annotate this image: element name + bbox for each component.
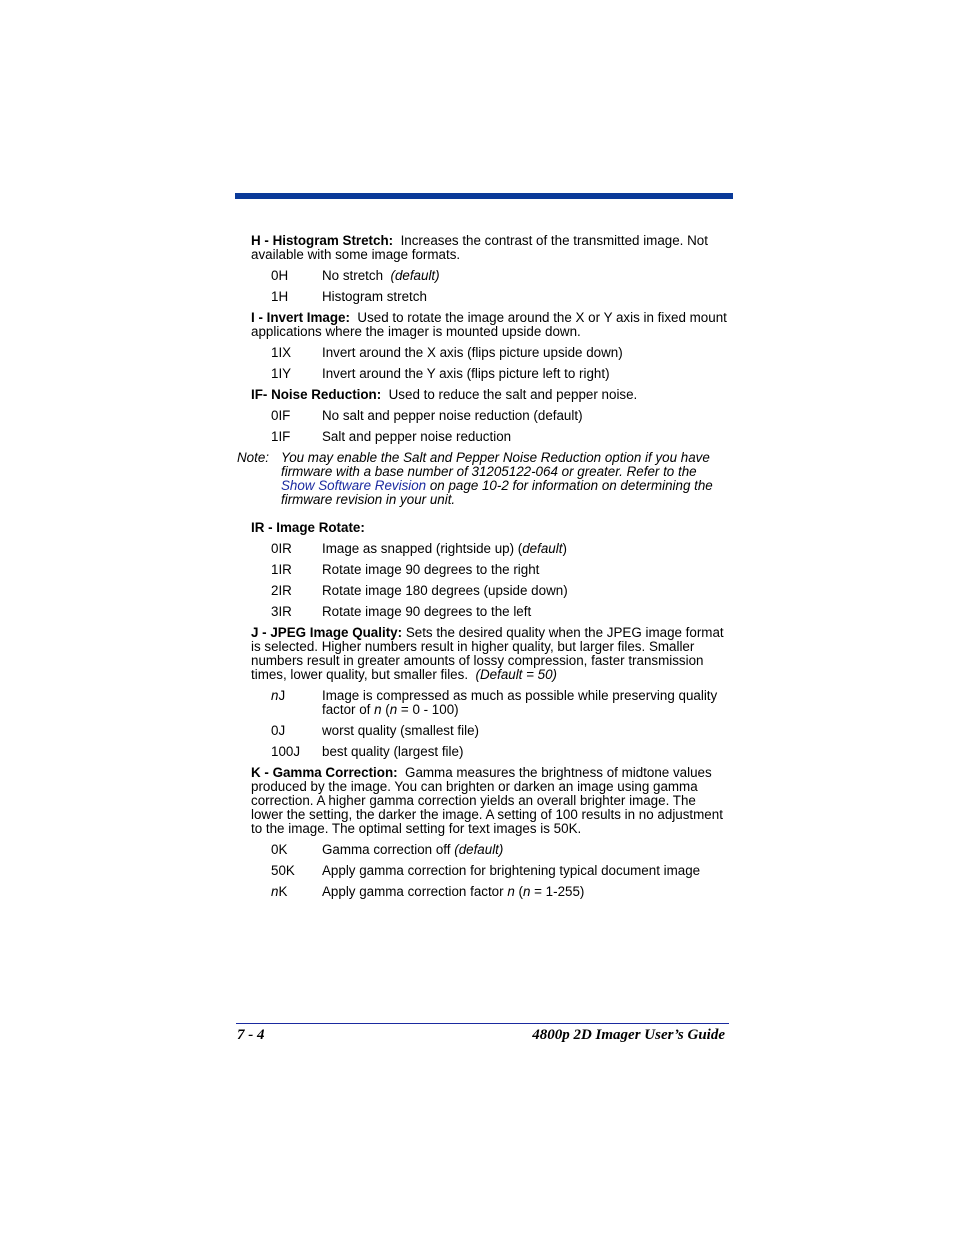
image-rotate-title: IR - Image Rotate: <box>251 520 365 535</box>
option-row <box>271 745 731 759</box>
option-code: 0IF <box>271 408 291 423</box>
option-desc: Salt and pepper noise reduction <box>322 429 512 444</box>
option-desc-text: ( <box>514 884 523 899</box>
option-desc-text: No stretch <box>322 268 384 283</box>
option-code: 100J <box>271 744 301 759</box>
jpeg-quality-text: Sets the desired quality when the JPEG image format is selected. Higher numbers result in higher quality, but larger files. Smaller numbers result in greater amounts of lossy compression, faster transmission times, lower quality, but smaller files. <box>251 625 724 682</box>
option-code: 50K <box>271 863 295 878</box>
footer-rule <box>236 1023 729 1024</box>
gamma-correction-paragraph <box>251 766 731 836</box>
jpeg-quality-default: (Default = 50) <box>475 667 558 682</box>
option-row <box>271 584 731 598</box>
option-code: 0IR <box>271 541 292 556</box>
option-code: 2IR <box>271 583 292 598</box>
option-row <box>271 430 731 444</box>
note-text: You may enable the Salt and Pepper Noise Reduction option if you have firmware with a base number of 31205122-064 or greater. Refer to the <box>281 450 710 479</box>
option-code: 1IX <box>271 345 292 360</box>
option-row <box>271 409 731 423</box>
option-var: n <box>522 884 531 899</box>
histogram-stretch-text: Increases the contrast of the transmitted image. Not available with some image formats. <box>251 233 708 262</box>
option-desc-text: Image is compressed as much as possible while preserving quality factor of <box>322 688 718 717</box>
option-desc-text: Image as snapped (rightside up) ( <box>322 541 523 556</box>
option-desc <box>322 843 731 857</box>
note-block <box>237 451 731 507</box>
option-desc: Rotate image 180 degrees (upside down) <box>322 583 568 598</box>
jpeg-quality-paragraph <box>251 626 731 682</box>
histogram-stretch-paragraph <box>251 234 731 262</box>
option-row <box>271 563 731 577</box>
show-software-revision-link[interactable]: Show Software Revision <box>281 478 427 493</box>
image-rotate-paragraph <box>251 521 731 535</box>
option-code: 3IR <box>271 604 292 619</box>
option-code <box>271 689 322 717</box>
option-row <box>271 864 731 878</box>
option-desc: worst quality (smallest file) <box>322 723 480 738</box>
option-row <box>271 605 731 619</box>
option-code: 0H <box>271 268 289 283</box>
option-desc: Histogram stretch <box>322 289 427 304</box>
option-desc-close: ) <box>562 541 567 556</box>
option-row <box>271 724 731 738</box>
option-code: 0K <box>271 842 288 857</box>
option-desc: Rotate image 90 degrees to the right <box>322 562 540 577</box>
option-code: 1IR <box>271 562 292 577</box>
option-desc-text: Gamma correction off <box>322 842 451 857</box>
option-desc <box>322 689 731 717</box>
option-desc-text: ( <box>381 702 390 717</box>
histogram-stretch-title: H - Histogram Stretch: <box>251 233 394 248</box>
page-content <box>237 233 731 906</box>
option-var: n <box>374 702 382 717</box>
option-row <box>271 843 731 857</box>
option-code-var: n <box>271 688 279 703</box>
gamma-correction-text: Gamma measures the brightness of midtone values produced by the image. You can brighten or darken an image using gamma correction. A higher gamma correction yields an overall brighter image. The lower the setting, the darker the image. A setting of 100 results in no adjustment to the image. The optimal setting for text images is 50K. <box>251 765 723 836</box>
invert-image-text: Used to rotate the image around the X or Y axis in fixed mount applications where the imager is mounted upside down. <box>251 310 727 339</box>
option-row <box>271 542 731 556</box>
option-default: (default) <box>390 268 440 283</box>
jpeg-quality-title: J - JPEG Image Quality: <box>251 625 403 640</box>
page-number: 7 - 4 <box>237 1027 265 1043</box>
option-desc <box>322 542 731 556</box>
noise-reduction-title: IF- Noise Reduction: <box>251 387 382 402</box>
option-desc: No salt and pepper noise reduction (default) <box>322 408 583 423</box>
option-code: 1IF <box>271 429 291 444</box>
noise-reduction-text: Used to reduce the salt and pepper noise. <box>388 387 638 402</box>
gamma-correction-title: K - Gamma Correction: <box>251 765 398 780</box>
note-text-end: on page 10-2 for information on determining the firmware revision in your unit. <box>281 478 713 507</box>
option-desc <box>322 885 731 899</box>
noise-reduction-paragraph <box>251 388 731 402</box>
option-desc: best quality (largest file) <box>322 744 464 759</box>
option-row <box>271 269 731 283</box>
option-desc <box>322 269 731 283</box>
option-code: 1H <box>271 289 289 304</box>
option-desc: Invert around the X axis (flips picture upside down) <box>322 345 623 360</box>
option-var: n <box>507 884 515 899</box>
option-code-var: n <box>271 884 279 899</box>
guide-title: 4800p 2D Imager User’s Guide <box>532 1027 725 1043</box>
option-default: (default) <box>454 842 504 857</box>
option-var: n <box>389 702 398 717</box>
note-label: Note: <box>237 450 270 465</box>
option-code: 1IY <box>271 366 292 381</box>
option-code: 0J <box>271 723 286 738</box>
option-code-suffix: K <box>278 884 288 899</box>
option-row <box>271 290 731 304</box>
option-desc-text: Apply gamma correction factor <box>322 884 508 899</box>
option-row <box>271 689 731 717</box>
header-rule <box>235 193 733 199</box>
option-row <box>271 885 731 899</box>
option-code-suffix: J <box>278 688 286 703</box>
option-desc: Apply gamma correction for brightening typical document image <box>322 863 701 878</box>
option-desc: Invert around the Y axis (flips picture left to right) <box>322 366 610 381</box>
option-row <box>271 346 731 360</box>
option-default: default <box>522 541 563 556</box>
option-row <box>271 367 731 381</box>
option-code <box>271 885 322 899</box>
option-desc: Rotate image 90 degrees to the left <box>322 604 532 619</box>
invert-image-title: I - Invert Image: <box>251 310 350 325</box>
invert-image-paragraph <box>251 311 731 339</box>
option-desc-text: = 1-255) <box>530 884 585 899</box>
option-desc-text: = 0 - 100) <box>397 702 459 717</box>
